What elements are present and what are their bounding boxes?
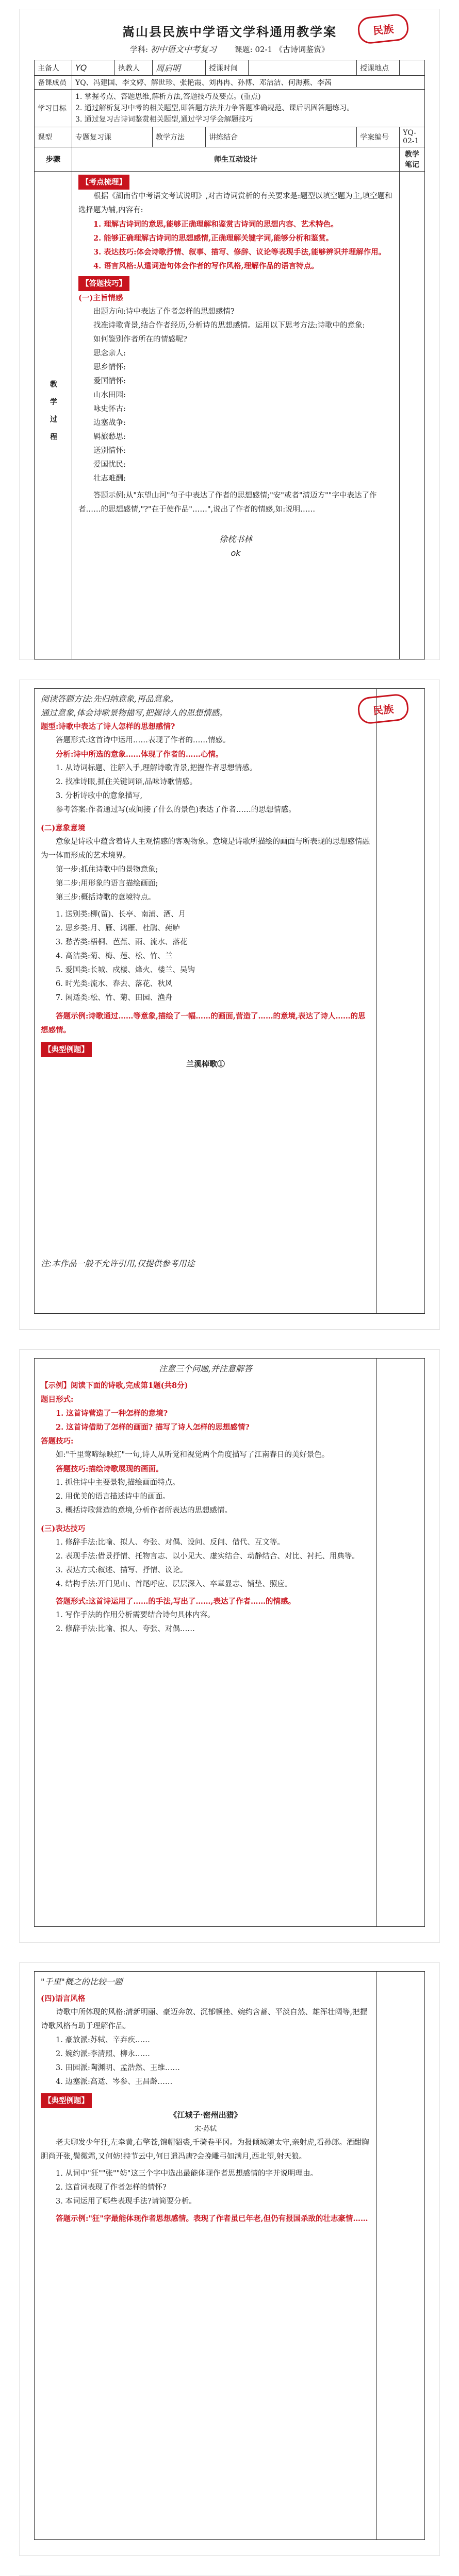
subtitle-handwriting: 初中语文中考复习: [150, 44, 217, 54]
page-4: [20, 1963, 439, 2555]
page-1: [20, 9, 439, 659]
page-3: [20, 1350, 439, 1942]
page-2: [20, 680, 439, 1329]
page3-table: 注意三个问题,并注意解答 【示例】阅读下面的诗歌,完成第1题(共8分) 题目形式: 1. 这首诗营造了一种怎样的意境? 2. 这首诗借助了怎样的画面? 描写了诗人怎样的思想感情? 答题技巧: 如:"千里莺啼绿映红"一句,诗人从听觉和视觉两个角度描写了江南春日的美好景色。 答题技巧:描绘诗歌展现的画面。 1. 抓住诗中主要景物,描绘画面特点。 2. 用优美的语言描述诗中的画面。 3. 概括诗歌营造的意境,分析作者所表达的思想感情。 (三)表达技巧 1. 修辞手法:比喻、拟人、夸张、对偶、设问、反问、借代、互文等。 2. 表现手法:借景抒情、托物言志、以小见大、虚实结合、动静结合、对比、衬托、用典等。 3. 表达方式:叙述、描写、抒情、议论。 4. 结构手法:开门见山、首尾呼应、层层深入、卒章显志、铺垫、照应。 答题形式:这首诗运用了……的手法,写出了……,表达了作者……的情感。 1. 写作手法的作用分析需要结合诗句具体内容。 2. 修辞手法:比喻、拟人、夸张、对偶……: [34, 1358, 425, 1927]
demo-tag: 【答题技巧】: [78, 276, 129, 291]
school-seal: 民族: [357, 13, 410, 45]
lesson-body: 【考点梳理】 根据《湖南省中考语文考试说明》,对古诗词赏析的有关要求是:题型以填空题为主,填空题和选择题为辅,内容有: 1. 理解古诗词的意思,能够正确理解和鉴赏古诗词的思想内容、艺术特色。 2. 能够正确理解古诗词的思想感情,正确理解关键字词,能够分析和鉴赏。 3. 表达技巧:体会诗歌抒情、叙事、描写、修辞、议论等表现手法,能够辨识并理解作用。 4. 语言风格:从遣词造句体会作者的写作风格,理解作品的语言特点。 【答题技巧】 (一)主旨情感 出题方向:诗中表达了作者怎样的思想感情? 找准诗歌背景,结合作者经历,分析诗的思想感情。运用以下思考方法:诗歌中的意象: 如何鉴别作者所在的情感呢? 思念亲人: 思乡情怀: 爱国情怀: 山水田园: 咏史怀古: 边塞战争: 羁旅愁思: 送别情怀: 爱国忧民: 壮志难酬: 答题示例:从"东望山河"句子中表达了作者的思想感情;"安"或者"清迈方""字中表达了作者……的思想感情,"?"在于使作品"……",说出了作者的情感,如:说明…… 徐枕书林 ok: [72, 172, 400, 659]
step-label: 教学过程: [35, 172, 72, 659]
focus-tag: 【考点梳理】: [78, 175, 129, 190]
page2-table: 阅读答题方法:先归纳意象,再品意象。 通过意象,体会诗歌景物描写,把握诗人的思想情感。 题型:诗歌中表达了诗人怎样的思想感情? 答题形式:这首诗中运用……表现了作者的……情感。 分析:诗中所选的意象……体现了作者的……心情。 1. 从诗词标题、注解入手,理解诗歌背景,把握作者思想情感。 2. 找准诗眼,抓住关键词语,品味诗歌情感。 3. 分析诗歌中的意象描写, 参考答案:作者通过写(或间接了什么的景色)表达了作者……的思想情感。 (二)意象意境 意象是诗歌中蕴含着诗人主观情感的客观物象。意境是诗歌所描绘的画面与所表现的思想感情融为一体而形成的艺术境界。 第一步:抓住诗歌中的景物意象; 第二步:用形象的语言描绘画面; 第三步:概括诗歌的意境特点。 1. 送别类:柳(留)、长亭、南浦、酒、月 2. 思乡类:月、雁、鸿雁、杜鹃、莼鲈 3. 愁苦类:梧桐、芭蕉、雨、流水、落花 4. 高洁类:菊、梅、莲、松、竹、兰 5. 爱国类:长城、戍楼、烽火、楼兰、吴钩 6. 时光类:流水、春去、落花、秋风 7. 闲适类:松、竹、菊、田园、渔舟 答题示例:诗歌通过……等意象,描绘了一幅……的画面,营造了……的意境,表达了诗人……的思想感情。 【典型例题】 兰溪棹歌① 注:本作品一般不允许引用,仅提供参考用途: [34, 688, 425, 1314]
meta-table: 主备人 YQ 执教人 周启明 授课时间 授课地点 备课成员 YQ、冯建国、李文婷、解世珍、张艳霞、刘冉冉、孙博、邓洁洁、何海燕、李茜 学习目标 1. 掌握考点、答题思维,解析方法,答题技巧及要点。(重点) 2. 通过解析复习中考的相关题型,即答题方法并力争答题准确规范、课后巩固答题练习。 3. 通过复习古诗词鉴赏相关题型,通过学习学会解题技巧 课型 专题复习课 教学方法 讲练结合 学案编号 YQ-02-1 步骤 师生互动设计 教学笔记 教学过程 【考点梳理】 根据《湖南省中考语文考试说明》,对古诗词赏析的有关要求是:题型以填空题为主,填空题和选择题为辅,内容有: 1. 理解古诗词的意思,能够正确理解和鉴赏古诗词的思想内容、艺术特色。 2. 能够正确理解古诗词的思想感情,正确理解关键字词,能够分析和鉴赏。 3. 表达技巧:体会诗歌抒情、叙事、描写、修辞、议论等表现手法,能够辨识并理解作用。 4. 语言风格:从遣词造句体会作者的写作风格,理解作品的语言特点。 【答题技巧】 (一)主旨情感 出题方向:诗中表达了作者怎样的思想感情? 找准诗歌背景,结合作者经历,分析诗的思想感情。运用以下思考方法:诗歌中的意象: 如何鉴别作者所在的情感呢? 思念亲人: 思乡情怀: 爱国情怀: 山水田园: 咏史怀古: 边塞战争: 羁旅愁思: 送别情怀: 爱国忧民: 壮志难酬: 答题示例:从"东望山河"句子中表达了作者的思想感情;"安"或者"清迈方""字中表达了作者……的思想感情,"?"在于使作品"……",说出了作者的情感,如:说明…… 徐枕书林 ok: [34, 60, 425, 659]
page-title: 嵩山县民族中学语文学科通用教学案: [122, 24, 337, 39]
subtitle-row: 学科: 初中语文中考复习 课题: 02-1 《古诗词鉴赏》: [130, 44, 329, 54]
page4-table: "千里"概之的比较一题 (四)语言风格 诗歌中所体现的风格:清新明丽、豪迈奔放、沉郁顿挫、婉约含蓄、平淡自然、雄浑壮阔等,把握诗歌风格有助于理解作品。 1. 豪放派:苏轼、辛弃疾…… 2. 婉约派:李清照、柳永…… 3. 田园派:陶渊明、孟浩然、王维…… 4. 边塞派:高适、岑参、王昌龄…… 【典型例题】 《江城子·密州出猎》 宋·苏轼 老夫聊发少年狂,左牵黄,右擎苍,锦帽貂裘,千骑卷平冈。为报倾城随太守,亲射虎,看孙郎。酒酣胸胆尚开张,鬓微霜,又何妨!持节云中,何日遣冯唐?会挽雕弓如满月,西北望,射天狼。 1. 从词中"狂""张""妨"这三个字中选出最能体现作者思想感情的字并说明理由。 2. 这首词表现了作者怎样的情怀? 3. 本词运用了哪些表现手法?请简要分析。 答题示例:"狂"字最能体现作者思想感情。表现了作者虽已年老,但仍有报国杀敌的壮志豪情……: [34, 1971, 425, 2540]
page2-seal: 民族: [357, 693, 410, 725]
